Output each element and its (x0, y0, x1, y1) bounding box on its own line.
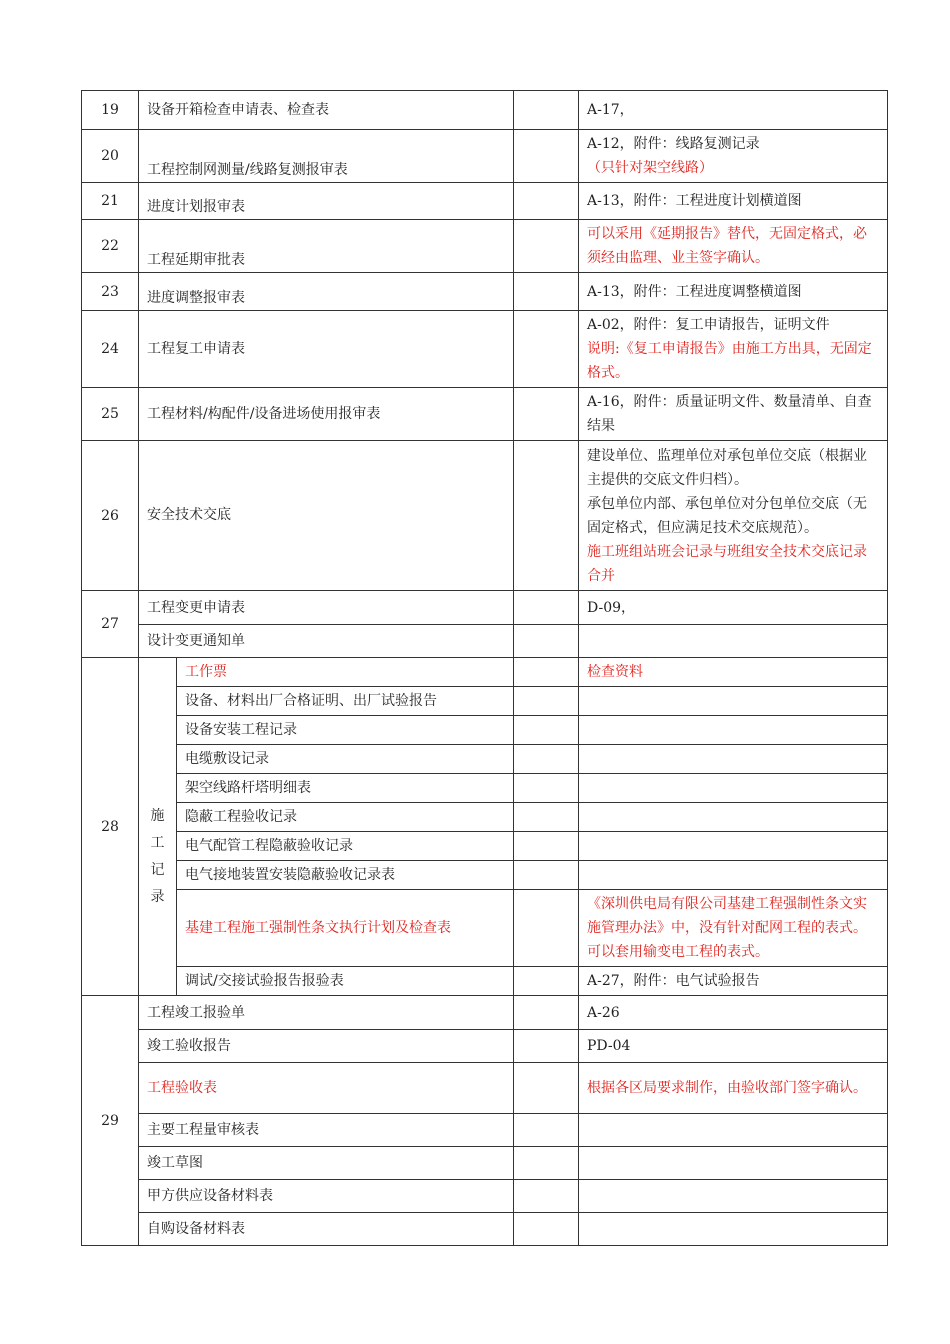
item-name: 工程竣工报验单 (139, 996, 514, 1030)
table-row (82, 1147, 888, 1180)
note-text: 建设单位、监理单位对承包单位交底（根据业主提供的交底文件归档）。 (587, 447, 867, 488)
blank-cell (514, 311, 579, 388)
blank-cell (514, 890, 579, 967)
blank-cell (514, 625, 579, 658)
row-number: 27 (82, 591, 139, 658)
blank-cell (514, 832, 579, 861)
item-note: A-26 (579, 996, 888, 1030)
item-name: 工程复工申请表 (139, 311, 514, 388)
table-row (82, 716, 888, 745)
table-row (82, 832, 888, 861)
table-row (82, 996, 888, 1030)
table-row (82, 745, 888, 774)
blank-cell (514, 803, 579, 832)
item-note (579, 311, 888, 388)
table-row (82, 861, 888, 890)
blank-cell (514, 220, 579, 273)
item-note: PD-04 (579, 1030, 888, 1063)
item-note (579, 441, 888, 591)
blank-cell (514, 130, 579, 183)
blank-cell (514, 1063, 579, 1114)
item-name: 电气配管工程隐蔽验收记录 (177, 832, 514, 861)
row-number: 26 (82, 441, 139, 591)
note-text: A-12，附件：线路复测记录 (587, 136, 760, 152)
table-row (82, 220, 888, 273)
item-name: 设备安装工程记录 (177, 716, 514, 745)
blank-cell (514, 774, 579, 803)
item-note: 可以采用《延期报告》替代，无固定格式，必须经由监理、业主签字确认。 (579, 220, 888, 273)
note-red-text: 说明:《复工申请报告》由施工方出具，无固定格式。 (587, 341, 872, 381)
blank-cell (514, 745, 579, 774)
item-name: 隐蔽工程验收记录 (177, 803, 514, 832)
table-row (82, 1213, 888, 1246)
item-name: 工程变更申请表 (139, 591, 514, 625)
blank-cell (514, 861, 579, 890)
row-number: 22 (82, 220, 139, 273)
item-note: A-13，附件：工程进度调整横道图 (579, 273, 888, 311)
table-row (82, 441, 888, 591)
item-name: 安全技术交底 (139, 441, 514, 591)
table-row (82, 803, 888, 832)
item-note: A-16，附件：质量证明文件、数量清单、自查结果 (579, 388, 888, 441)
item-note (579, 774, 888, 803)
item-name: 工程控制网测量/线路复测报审表 (139, 130, 514, 183)
table-row (82, 130, 888, 183)
item-name: 电气接地装置安装隐蔽验收记录表 (177, 861, 514, 890)
group-label-construction-records (139, 658, 177, 996)
blank-cell (514, 967, 579, 996)
table-row (82, 625, 888, 658)
table-row (82, 591, 888, 625)
row-number: 29 (82, 996, 139, 1246)
item-note (579, 687, 888, 716)
item-name: 工程延期审批表 (139, 220, 514, 273)
table-row (82, 1030, 888, 1063)
blank-cell (514, 1114, 579, 1147)
note-text: 承包单位内部、承包单位对分包单位交底（无固定格式，但应满足技术交底规范）。 (587, 495, 867, 536)
item-note: A-17， (579, 91, 888, 130)
blank-cell (514, 658, 579, 687)
item-note (579, 861, 888, 890)
blank-cell (514, 591, 579, 625)
item-note (579, 716, 888, 745)
group-char: 工 (150, 834, 165, 851)
item-name: 设备开箱检查申请表、检查表 (139, 91, 514, 130)
item-name: 自购设备材料表 (139, 1213, 514, 1246)
table-row (82, 890, 888, 967)
table-row (82, 311, 888, 388)
blank-cell (514, 273, 579, 311)
blank-cell (514, 1180, 579, 1213)
blank-cell (514, 996, 579, 1030)
group-char: 记 (150, 861, 165, 878)
row-number: 19 (82, 91, 139, 130)
item-note: 检查资料 (579, 658, 888, 687)
row-number: 25 (82, 388, 139, 441)
item-name: 架空线路杆塔明细表 (177, 774, 514, 803)
blank-cell (514, 441, 579, 591)
item-note: A-13，附件：工程进度计划横道图 (579, 183, 888, 220)
item-name: 调试/交接试验报告报验表 (177, 967, 514, 996)
item-note: 根据各区局要求制作，由验收部门签字确认。 (579, 1063, 888, 1114)
item-name: 甲方供应设备材料表 (139, 1180, 514, 1213)
item-note (579, 625, 888, 658)
row-number: 20 (82, 130, 139, 183)
item-note: D-09， (579, 591, 888, 625)
blank-cell (514, 716, 579, 745)
table-row (82, 91, 888, 130)
item-note (579, 832, 888, 861)
item-name: 竣工草图 (139, 1147, 514, 1180)
item-name: 基建工程施工强制性条文执行计划及检查表 (177, 890, 514, 967)
item-name: 进度计划报审表 (139, 183, 514, 220)
blank-cell (514, 687, 579, 716)
item-note: 《深圳供电局有限公司基建工程强制性条文实施管理办法》中，没有针对配网工程的表式。可以套用输变电工程的表式。 (579, 890, 888, 967)
row-number: 23 (82, 273, 139, 311)
item-name: 工程材料/构配件/设备进场使用报审表 (139, 388, 514, 441)
table-row (82, 1180, 888, 1213)
table-row (82, 273, 888, 311)
table-row (82, 1114, 888, 1147)
group-char: 录 (150, 888, 165, 905)
item-note (579, 1147, 888, 1180)
table-row (82, 658, 888, 687)
note-text: A-02，附件：复工申请报告，证明文件 (587, 317, 830, 333)
item-name: 进度调整报审表 (139, 273, 514, 311)
group-char: 施 (150, 807, 165, 824)
item-note (579, 803, 888, 832)
item-name: 工程验收表 (139, 1063, 514, 1114)
item-note (579, 130, 888, 183)
document-table (81, 90, 888, 1246)
row-number: 24 (82, 311, 139, 388)
item-name: 设备、材料出厂合格证明、出厂试验报告 (177, 687, 514, 716)
item-note (579, 1213, 888, 1246)
table-row (82, 183, 888, 220)
item-name: 工作票 (177, 658, 514, 687)
item-name: 电缆敷设记录 (177, 745, 514, 774)
blank-cell (514, 1213, 579, 1246)
item-note: A-27，附件：电气试验报告 (579, 967, 888, 996)
note-red-text: 施工班组站班会记录与班组安全技术交底记录合并 (587, 543, 867, 584)
table-row (82, 967, 888, 996)
table-row (82, 1063, 888, 1114)
item-note (579, 745, 888, 774)
row-number: 21 (82, 183, 139, 220)
item-note (579, 1114, 888, 1147)
item-name: 设计变更通知单 (139, 625, 514, 658)
note-red-text: （只针对架空线路） (587, 160, 713, 176)
blank-cell (514, 1030, 579, 1063)
blank-cell (514, 388, 579, 441)
blank-cell (514, 1147, 579, 1180)
item-note (579, 1180, 888, 1213)
table-row (82, 388, 888, 441)
row-number: 28 (82, 658, 139, 996)
blank-cell (514, 183, 579, 220)
table-row (82, 774, 888, 803)
blank-cell (514, 91, 579, 130)
table-row (82, 687, 888, 716)
item-name: 竣工验收报告 (139, 1030, 514, 1063)
item-name: 主要工程量审核表 (139, 1114, 514, 1147)
